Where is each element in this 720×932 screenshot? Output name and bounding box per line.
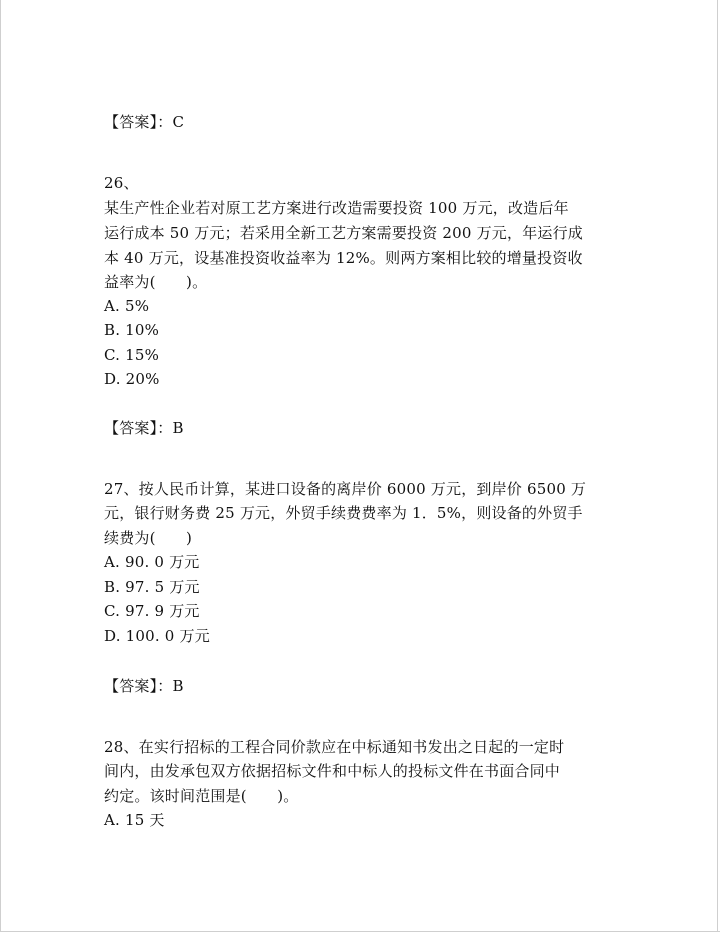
page-border-left: [0, 0, 1, 932]
question-27-option-d: D. 100. 0 万元: [104, 627, 210, 645]
question-27-stem-line-2: 元，银行财务费 25 万元，外贸手续费费率为 1．5%，则设备的外贸手: [104, 504, 583, 522]
question-26-stem-line-1: 某生产性企业若对原工艺方案进行改造需要投资 100 万元，改造后年: [104, 199, 569, 217]
question-27-stem-line-3: 续费为( ): [104, 529, 193, 547]
question-27-option-c: C. 97. 9 万元: [104, 602, 200, 620]
question-27-option-a: A. 90. 0 万元: [104, 553, 200, 571]
question-28-option-a: A. 15 天: [104, 811, 165, 829]
question-26-number: 26、: [104, 174, 139, 192]
page-border-right: [717, 0, 718, 932]
question-27-answer: 【答案】：B: [104, 677, 184, 695]
question-28-stem-line-2: 间内，由发承包双方依据招标文件和中标人的投标文件在书面合同中: [104, 762, 561, 780]
question-26-option-b: B. 10%: [104, 321, 160, 339]
question-26-stem-line-2: 运行成本 50 万元；若采用全新工艺方案需要投资 200 万元，年运行成: [104, 224, 583, 242]
question-26-answer: 【答案】：B: [104, 419, 184, 437]
question-28-stem-line-3: 约定。该时间范围是( )。: [104, 787, 299, 805]
question-26-option-c: C. 15%: [104, 346, 160, 364]
question-26-option-a: A. 5%: [104, 297, 150, 315]
question-26-option-d: D. 20%: [104, 370, 160, 388]
question-28-stem-line-1: 28、在实行招标的工程合同价款应在中标通知书发出之日起的一定时: [104, 738, 565, 756]
question-27-option-b: B. 97. 5 万元: [104, 578, 200, 596]
question-26-stem-line-4: 益率为( )。: [104, 273, 208, 291]
answer-previous: 【答案】：C: [104, 113, 185, 131]
question-27-stem-line-1: 27、按人民币计算，某进口设备的离岸价 6000 万元，到岸价 6500 万: [104, 480, 587, 498]
question-26-stem-line-3: 本 40 万元，设基准投资收益率为 12%。则两方案相比较的增量投资收: [104, 249, 583, 267]
